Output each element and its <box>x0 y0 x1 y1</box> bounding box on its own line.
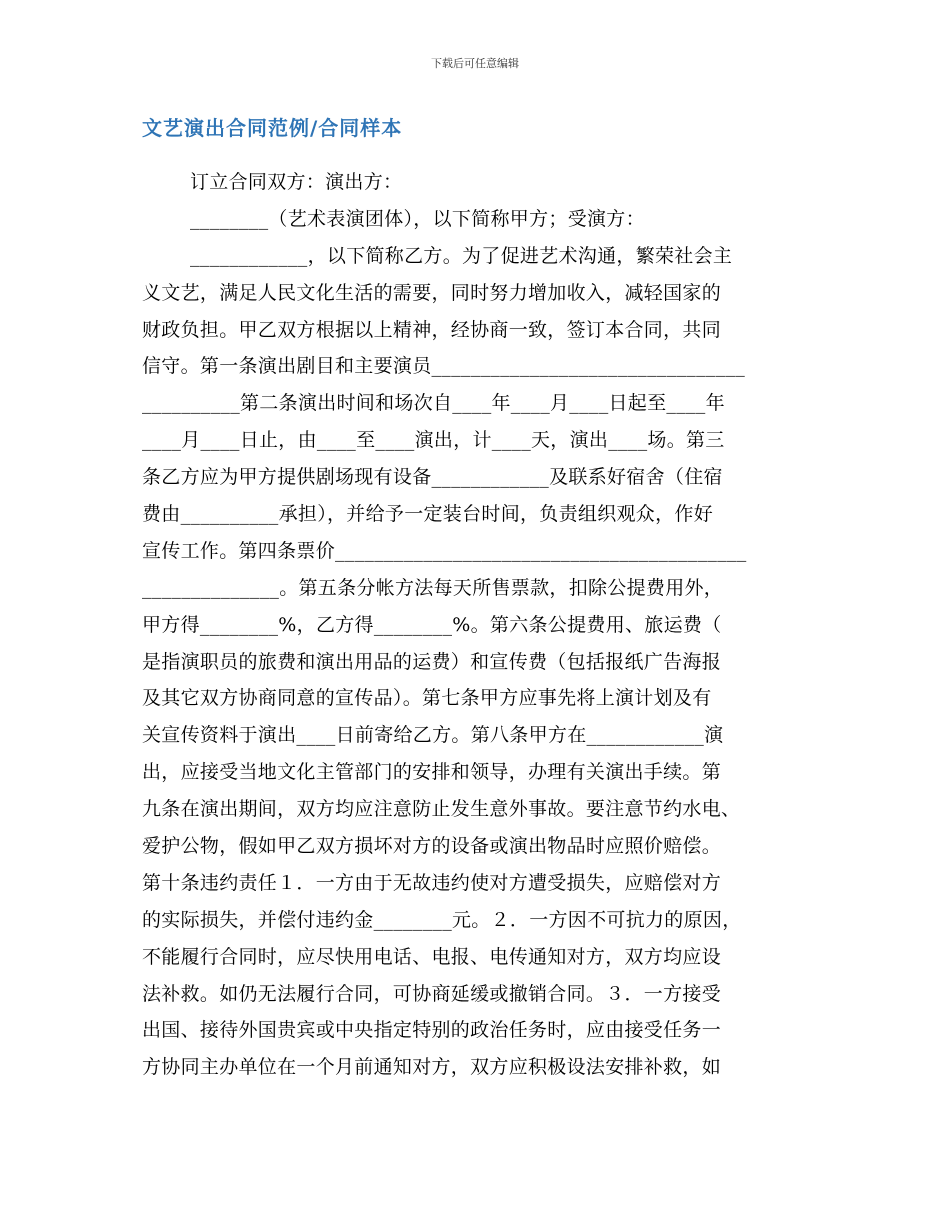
body-line: 及其它双方协商同意的宣传品）。第七条甲方应事先将上演计划及有 <box>142 687 712 710</box>
body-line: 信守。第一条演出剧目和主要演员________________________________ <box>142 355 746 378</box>
body-line: 第十条违约责任１．一方由于无故违约使对方遭受损失，应赔偿对方 <box>142 871 722 894</box>
body-line: 的实际损失，并偿付违约金________元。２．一方因不可抗力的原因， <box>142 908 742 931</box>
body-line: 是指演职员的旅费和演出用品的运费）和宣传费（包括报纸广告海报 <box>142 650 722 673</box>
body-line: 财政负担。甲乙双方根据以上精神，经协商一致，签订本合同，共同 <box>142 318 722 341</box>
body-line: ____月____日止，由____至____演出，计____天，演出____场。第三 <box>142 429 725 452</box>
body-line: 爱护公物，假如甲乙双方损坏对方的设备或演出物品时应照价赔偿。 <box>142 835 722 858</box>
body-line: 费由__________承担），并给予一定装台时间，负责组织观众，作好 <box>142 503 714 526</box>
body-line: 法补救。如仍无法履行合同，可协商延缓或撤销合同。３．一方接受 <box>142 982 722 1005</box>
body-line: 义文艺，满足人民文化生活的需要，同时努力增加收入，减轻国家的 <box>142 281 722 304</box>
body-line: ______________。第五条分帐方法每天所售票款，扣除公提费用外， <box>142 576 724 599</box>
body-line: ________（艺术表演团体），以下简称甲方；受演方： <box>190 207 645 230</box>
body-line: ____________，以下简称乙方。为了促进艺术沟通，繁荣社会主 <box>190 244 733 267</box>
body-line: 关宣传资料于演出____日前寄给乙方。第八条甲方在____________演 <box>142 724 724 747</box>
document-body <box>142 164 802 1086</box>
body-line: 方协同主办单位在一个月前通知对方，双方应积极设法安排补救，如 <box>142 1056 722 1079</box>
body-line: 不能履行合同时，应尽快用电话、电报、电传通知对方，双方均应设 <box>142 945 722 968</box>
page-header-note: 下载后可任意编辑 <box>431 57 519 70</box>
body-line: 出国、接待外国贵宾或中央指定特别的政治任务时，应由接受任务一 <box>142 1019 722 1042</box>
body-line: 九条在演出期间，双方均应注意防止发生意外事故。要注意节约水电、 <box>142 798 741 821</box>
body-line: __________第二条演出时间和场次自____年____月____日起至____年 <box>142 392 725 415</box>
body-line: 出，应接受当地文化主管部门的安排和领导，办理有关演出手续。第 <box>142 761 722 784</box>
body-line: 条乙方应为甲方提供剧场现有设备____________及联系好宿舍（住宿 <box>142 466 723 489</box>
body-line: 甲方得________%，乙方得________%。第六条公提费用、旅运费（ <box>142 613 722 636</box>
body-line: 订立合同双方：演出方： <box>190 171 403 193</box>
document-title: 文艺演出合同范例/合同样本 <box>142 116 403 140</box>
body-line: 宣传工作。第四条票价__________________________________________ <box>142 539 747 562</box>
